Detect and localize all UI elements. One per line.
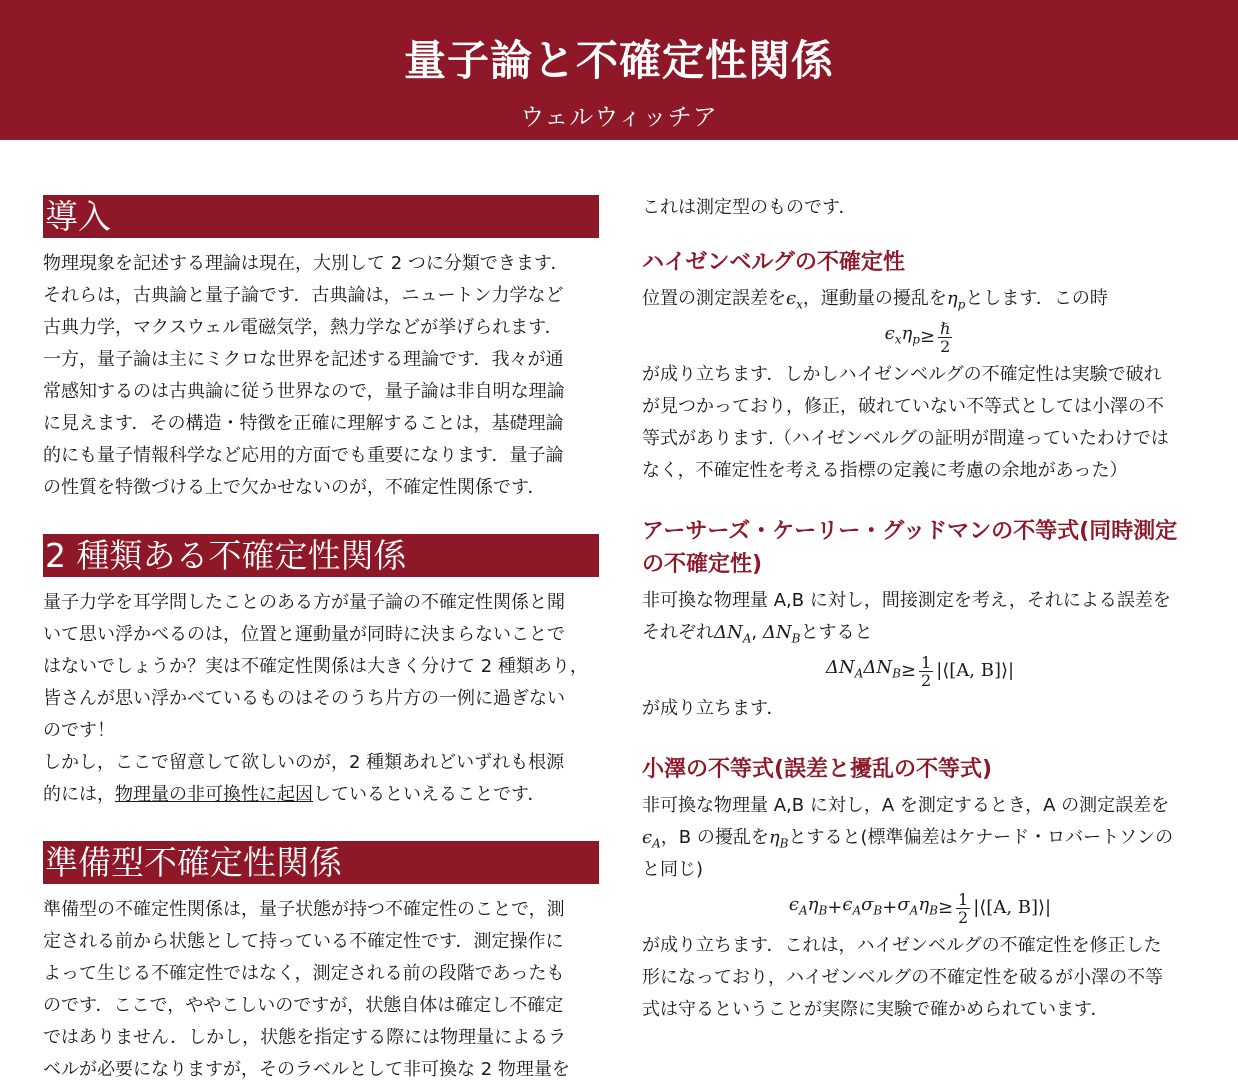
text-run: と同じ) [642, 859, 704, 880]
text-line [43, 587, 599, 619]
formula-tail: |⟨[A, B]⟩| [973, 897, 1052, 918]
text-run: 的には， [43, 784, 115, 805]
left-column [43, 195, 599, 1086]
denominator: 2 [921, 670, 932, 690]
text-line [43, 683, 599, 715]
math-subscript: A [652, 836, 661, 851]
text-line [43, 408, 599, 440]
math-symbol: $\eta_p$ [901, 323, 920, 347]
text-line [642, 359, 1198, 391]
math-symbol: $\epsilon_A$ [788, 894, 808, 918]
text-line [43, 344, 599, 376]
text-run: いて思い浮かべるのは，位置と運動量が同時に決まらないことで [43, 624, 565, 645]
underlined-text: 物理量の非可換性に起因 [115, 784, 313, 805]
display-formula [642, 649, 1198, 693]
math-subscript: A [854, 666, 864, 681]
heading-line: アーサーズ・ケーリー・グッドマンの不等式(同時測定 [642, 519, 1178, 544]
text-line [43, 958, 599, 990]
text-line [642, 994, 1198, 1026]
text-run: それぞれ [642, 622, 714, 643]
math-subscript: B [818, 903, 828, 918]
text-line [43, 376, 599, 408]
poster-title: 量子論と不確定性関係 [403, 36, 834, 85]
math-subscript: B [873, 903, 883, 918]
math-symbol: $\epsilon_x$ [884, 323, 902, 347]
text-run: とすると(標準偏差はケナード・ロバートソンの [788, 827, 1174, 848]
text-run: 的にも量子情報科学など応用的方面でも重要になります．量子論 [43, 445, 564, 466]
math-subscript: x [894, 332, 902, 347]
text-line [43, 440, 599, 472]
text-line [642, 930, 1198, 962]
numerator: 1 [921, 652, 932, 672]
display-formula [642, 886, 1198, 930]
relation: ≥ [919, 326, 936, 347]
numerator: 1 [958, 889, 969, 909]
text-run: はないでしょうか？実は不確定性関係は大きく分けて 2 種類あり， [43, 656, 588, 677]
text-run: 等式があります.（ハイゼンベルグの証明が間違っていたわけでは [642, 428, 1169, 449]
text-run: 量子力学を耳学問したことのある方が量子論の不確定性関係と聞 [43, 592, 565, 613]
section-heading: 2 種類ある不確定性関係 [43, 534, 599, 577]
poster-header [0, 0, 1238, 140]
text-line [43, 280, 599, 312]
math-symbol: $\epsilon_x$ [786, 288, 803, 312]
text-line [642, 455, 1198, 487]
denominator: 2 [940, 336, 951, 356]
text-run: が成り立ちます． [642, 698, 785, 719]
math-subscript: B [892, 666, 901, 681]
math-subscript: B [791, 631, 801, 646]
math-subscript: p [957, 297, 966, 312]
text-run: の性質を特徴づける上で欠かせないのが，不確定性関係です． [43, 477, 546, 498]
text-run: 位置の測定誤差を [642, 288, 786, 309]
text-run: なく，不確定性を考える指標の定義に考慮の余地があった） [642, 460, 1128, 481]
text-run: のです．ここで，ややこしいのですが，状態自体は確定し不確定 [43, 995, 564, 1016]
text-line [642, 391, 1198, 423]
text-run: が見つかっており，修正，破れていない不等式としては小澤の不 [642, 396, 1164, 417]
text-run: しているといえることです． [313, 784, 546, 805]
text-run: とします．この時 [965, 288, 1108, 309]
heading-line: ハイゼンベルグの不確定性 [642, 250, 905, 275]
text-line [642, 423, 1198, 455]
text-line [43, 651, 599, 683]
text-line [43, 1054, 599, 1086]
math-symbol: $\Delta N_B$ [762, 622, 801, 646]
text-run: 定される前から状態として持っている不確定性です．測定操作に [43, 931, 564, 952]
text-line [642, 617, 1198, 649]
math-symbol: $\epsilon_A$ [842, 894, 862, 918]
display-formula [642, 315, 1198, 359]
text-run: 準備型の不確定性関係は，量子状態が持つ不確定性のことで，測 [43, 899, 565, 920]
fraction [938, 320, 952, 355]
text-line [43, 715, 599, 747]
math-symbol: $\eta_p$ [946, 288, 966, 312]
relation: ≥ [900, 660, 916, 681]
math-operator: + [882, 897, 898, 918]
denominator: 2 [958, 907, 969, 927]
math-symbol: $\Delta N_A$ [825, 657, 864, 681]
text-line [43, 1022, 599, 1054]
subsection-body [642, 585, 1198, 725]
math-subscript: B [779, 836, 789, 851]
text-run: よって生じる不確定性ではなく，測定される前の段階であったも [43, 963, 565, 984]
math-symbol: $\sigma_B$ [861, 894, 883, 918]
text-line [43, 312, 599, 344]
text-line [642, 585, 1198, 617]
subsection-heading [642, 246, 1198, 279]
math-symbol: $\eta_B$ [807, 894, 828, 918]
formula-tail: |⟨[A, B]⟩| [936, 660, 1015, 681]
text-run: しかし，ここで留意して欲しいのが，2 種類あれどいずれも根源 [43, 752, 565, 773]
math-symbol: $\Delta N_A$ [714, 622, 752, 646]
relation: ≥ [937, 897, 954, 918]
subsection-body [642, 283, 1198, 487]
text-run: 常感知するのは古典論に従う世界なので，量子論は非自明な理論 [43, 381, 565, 402]
math-subscript: x [796, 297, 803, 312]
text-run: 形になっており，ハイゼンベルグの不確定性を破るが小澤の不等 [642, 967, 1164, 988]
math-operator: + [827, 897, 843, 918]
math-symbol: $\eta_B$ [768, 827, 789, 851]
section-body [43, 248, 599, 504]
text-run: のです！ [43, 720, 115, 741]
text-run: とすると [800, 622, 873, 643]
text-run: 式は守るということが実際に実験で確かめられています． [642, 999, 1109, 1020]
text-run: それらは，古典論と量子論です．古典論は，ニュートン力学など [43, 285, 564, 306]
math-subscript: p [912, 332, 920, 347]
intro-text: これは測定型のものです． [642, 197, 857, 218]
text-run: ，運動量の擾乱を [802, 288, 947, 309]
text-run: 古典力学，マクスウェル電磁気学，熱力学などが挙げられます． [43, 317, 563, 338]
text-line [642, 283, 1198, 315]
text-line [642, 790, 1198, 822]
text-run: 皆さんが思い浮かべているものはそのうち片方の一例に過ぎない [43, 688, 565, 709]
text-run: , [751, 622, 763, 643]
section-body [43, 587, 599, 811]
text-run: 非可換な物理量 A,B に対し，A を測定するとき，A の測定誤差を [642, 795, 1170, 816]
text-line [642, 822, 1198, 854]
text-line [43, 248, 599, 280]
heading-line: の不確定性) [642, 552, 763, 577]
math-symbol: $\Delta N_B$ [863, 657, 901, 681]
text-run: 物理現象を記述する理論は現在，大別して 2 つに分類できます． [43, 253, 569, 274]
text-line [43, 619, 599, 651]
text-line [642, 693, 1198, 725]
right-column [642, 192, 1198, 1026]
text-line [43, 926, 599, 958]
text-run: に見えます．その構造・特徴を正確に理解することは，基礎理論 [43, 413, 564, 434]
math-symbol: $\eta_B$ [918, 894, 938, 918]
poster-author: ウェルウィッチア [520, 103, 718, 131]
text-run: ，B の擾乱を [660, 827, 769, 848]
subsection-body [642, 790, 1198, 1026]
section-body [43, 894, 599, 1086]
subsection-heading [642, 515, 1198, 581]
heading-line: 小澤の不等式(誤差と擾乱の不等式) [642, 757, 993, 782]
text-run: 非可換な物理量 A,B に対し，間接測定を考え，それによる誤差を [642, 590, 1171, 611]
math-subscript: A [909, 903, 919, 918]
math-symbol: $\epsilon_A$ [642, 827, 661, 851]
text-run: が成り立ちます．これは，ハイゼンベルグの不確定性を修正した [642, 935, 1162, 956]
math-subscript: A [798, 903, 808, 918]
math-symbol: $\sigma_A$ [897, 894, 919, 918]
subsection-heading [642, 753, 1198, 786]
fraction [919, 654, 933, 689]
text-line [642, 962, 1198, 994]
text-run: 一方，量子論は主にミクロな世界を記述する理論です．我々が通 [43, 349, 564, 370]
text-run: ベルが必要になりますが，そのラベルとして非可換な 2 物理量を [43, 1059, 570, 1080]
section-heading: 導入 [43, 195, 599, 238]
text-run: ではありません．しかし，状態を指定する際には物理量によるラ [43, 1027, 567, 1048]
math-subscript: A [742, 631, 752, 646]
fraction [956, 891, 970, 926]
text-line [642, 854, 1198, 886]
numerator: ℏ [940, 318, 951, 338]
text-line [43, 990, 599, 1022]
text-line [43, 894, 599, 926]
math-subscript: A [852, 903, 862, 918]
text-run: が成り立ちます．しかしハイゼンベルグの不確定性は実験で破れ [642, 364, 1162, 385]
text-line [43, 472, 599, 504]
text-line [43, 779, 599, 811]
text-line [43, 747, 599, 779]
math-subscript: B [929, 903, 938, 918]
section-heading: 準備型不確定性関係 [43, 841, 599, 884]
